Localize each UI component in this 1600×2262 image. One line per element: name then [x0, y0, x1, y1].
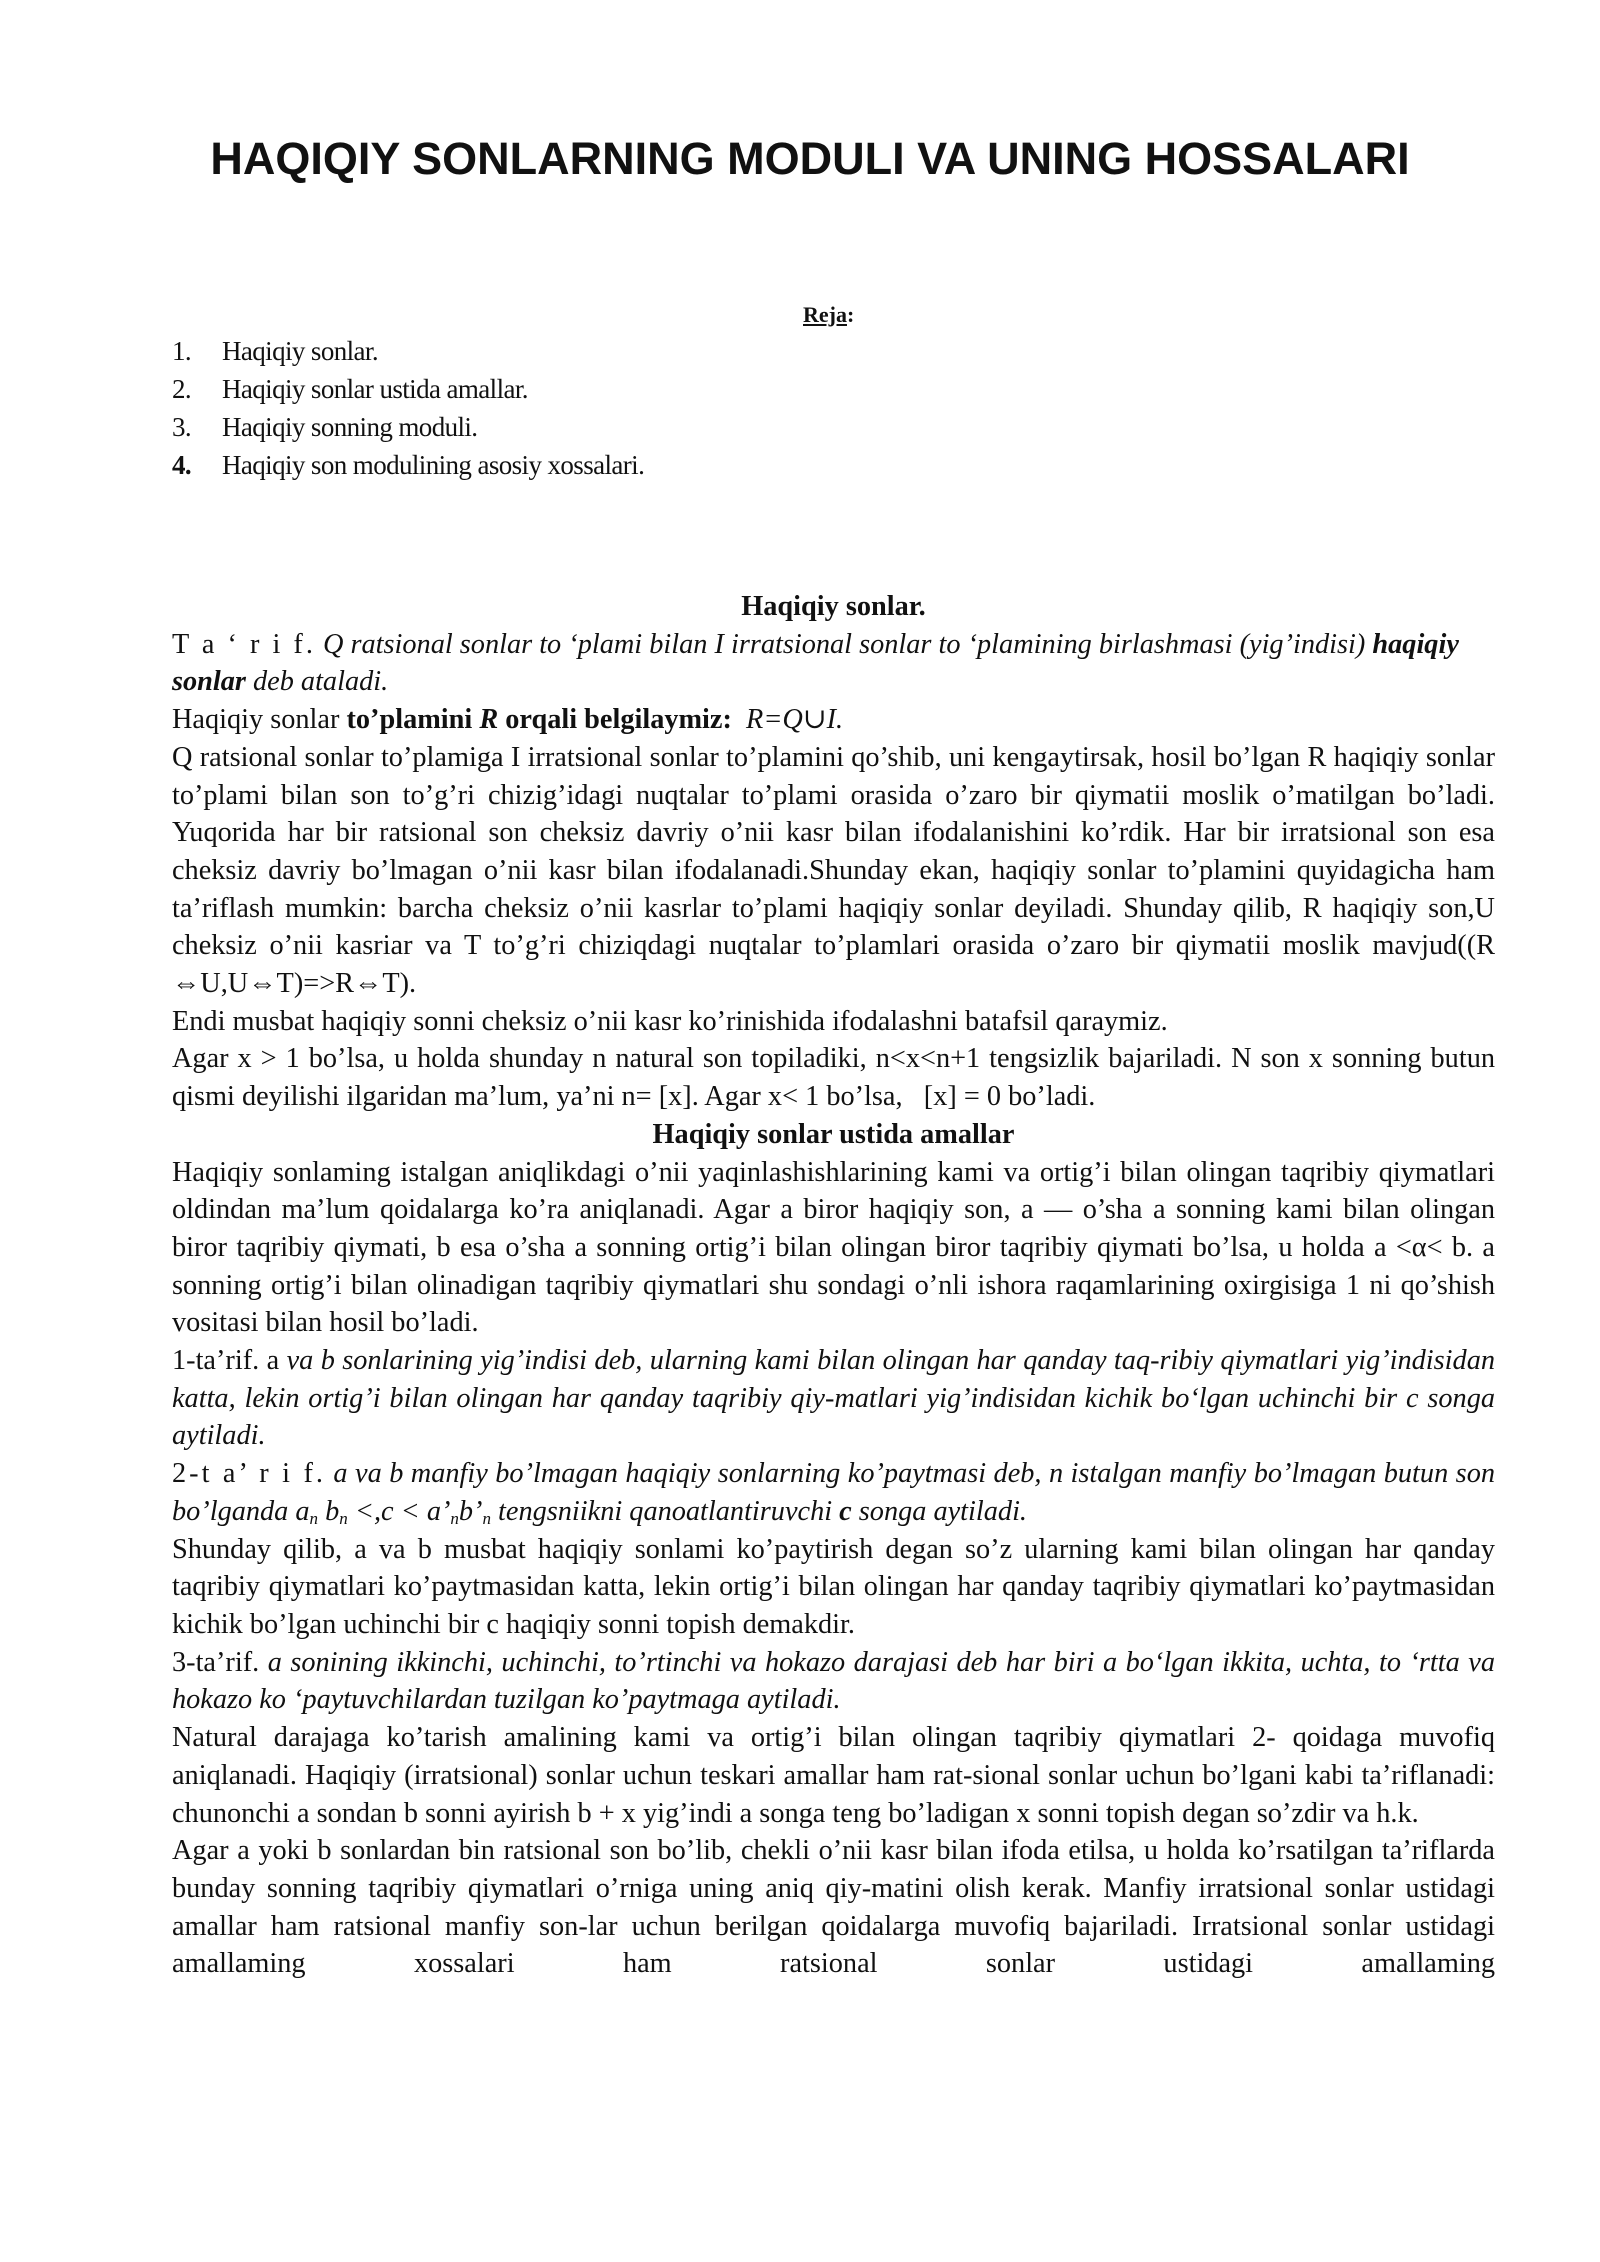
- definition-product: [172, 1455, 1495, 1530]
- plan-item-number: 1.: [172, 336, 192, 366]
- definition-term: haqiqiy sonlar: [172, 628, 1459, 698]
- definition-text: va b sonlarining yig’indisi deb, ularning kami bilan olingan har qanday taq-ribiy qiymatlari yig’indisidan katta, lekin ortig’i bilan olingan har qanday taqribiy qiy-matlari yig’indisidan kichik bo‘lgan uchinchi bir c songa aytiladi.: [172, 1345, 1495, 1452]
- plan-item-number: 3.: [172, 412, 192, 442]
- definition-text-part: b’: [458, 1495, 483, 1527]
- definition-text-part: b: [318, 1495, 340, 1527]
- plan-item-text: Haqiqiy sonning moduli.: [222, 412, 478, 442]
- plan-item: [172, 408, 644, 446]
- definition-sum: [172, 1342, 1495, 1455]
- definition-text: a sonining ikkinchi, uchinchi, to’rtinchi va hokazo darajasi deb har biri a bo‘lgan ikkita, uchta, to ‘rtta va hokazo ko ‘paytuvchilardan tuzilgan ko’paytmaga aytiladi.: [172, 1646, 1495, 1716]
- plan-item-number: 4.: [172, 450, 192, 480]
- notation-bold: to’plamini: [346, 704, 480, 736]
- definition-text-part: a va b manfiy bo’lmagan haqiqiy sonlarning ko’paytmasi deb, n istalgan manfiy bo’lmagan butun son bo’lganda a: [172, 1458, 1495, 1527]
- definition-label: 1-ta’rif. a: [172, 1345, 280, 1377]
- definition-label: 3-ta’rif.: [172, 1646, 260, 1678]
- subscript-n: n: [450, 1508, 459, 1528]
- paragraph: Natural darajaga ko’tarish amalining kami va ortig’i bilan olingan taqribiy qiymatlari 2- qoidaga muvofiq aniqlanadi. Haqiqiy (irratsional) sonlar uchun teskari amallar ham rat-sional sonlar uchun bo’lgani kabi ta’riflanadi: chunonchi a sondan b sonni ayirish b + x yig’indi a songa teng bo’ladigan x sonni topish degan so’zdir va h.k.: [172, 1722, 1495, 1829]
- plan-item-text: Haqiqiy sonlar ustida amallar.: [222, 374, 528, 404]
- paragraph: Haqiqiy sonlaming istalgan aniqlikdagi o’nii yaqinlashishlarining kami va ortig’i bilan olingan taqribiy qiymatlari oldindan ma’lum qoidalarga ko’ra aniqlanadi. Agar a biror haqiqiy son, a — o’sha a sonning kami bilan olingan biror taqribiy qiymati, b esa o’sha a sonning ortig’i bilan olingan biror taqribiy qiymati bo’lsa, u holda a <α< b. a sonning ortig’i bilan olinadigan taqribiy qiymatlari shu sondagi o’nli ishora raqamlarining oxirgisiga 1 ni qo’shish vositasi bilan hosil bo’ladi.: [172, 1156, 1495, 1339]
- definition-real-numbers: [172, 626, 1495, 701]
- plan-item: [172, 446, 644, 484]
- definition-text: [172, 1458, 1495, 1527]
- notation-text: Haqiqiy sonlar: [172, 704, 347, 736]
- section-heading-operations: Haqiqiy sonlar ustida amallar: [652, 1118, 1015, 1150]
- definition-text-part: tengsniikni qanoatlantiruvchi: [490, 1495, 840, 1527]
- document-body: [172, 588, 1503, 1983]
- page-title: HAQIQIY SONLARNING MODULI VA UNING HOSSALARI: [210, 133, 1410, 184]
- definition-label: 2-t a’ r i f.: [172, 1458, 326, 1490]
- notation-line: [172, 701, 1495, 739]
- definition-text-end: deb ataladi.: [245, 666, 389, 698]
- plan-list: [172, 332, 644, 484]
- paragraph: Agar a yoki b sonlardan bin ratsional son bo’lib, chekli o’nii kasr bilan ifoda etilsa, u holda ko’rsatilgan ta’riflarda bunday sonning taqribiy qiymatlari o’rniga uning aniq qiy-matini olish kerak. Manfiy irratsional sonlar ustidagi amallar ham ratsional manfiy son-lar uchun berilgan qoidalarga muvofiq bajariladi. Irratsional sonlar ustidagi amallaming xossalari ham ratsional sonlar ustidagi amallaming: [172, 1835, 1495, 1980]
- subscript-n: n: [309, 1508, 319, 1528]
- paragraph: Q ratsional sonlar to’plamiga I irratsional sonlar to’plamini qo’shib, uni kengaytirsak, hosil bo’lgan R haqiqiy sonlar to’plami bilan son to’g’ri chizig’idagi nuqtalar to’plami orasida o’zaro bir qiymatii moslik o’matilgan bo’ladi. Yuqorida har bir ratsional son cheksiz davriy o’nii kasr bilan ifodalanishini ko’rdik. Har bir irratsional son esa cheksiz davriy bo’lmagan o’nii kasr bilan ifodalanadi.Shunday ekan, haqiqiy sonlar to’plamini quyidagicha ham ta’riflash mumkin: barcha cheksiz o’nii kasrlar to’plami haqiqiy sonlar deyiladi. Shunday qilib, R haqiqiy son,U cheksiz o’nii kasriar va T to’g’ri chiziqdagi nuqtalar to’plamlari orasida o’zaro bir qiymatii moslik mavjud((R ⇔U,U⇔T)=>R⇔T).: [172, 741, 1495, 1000]
- plan-heading-colon: :: [846, 302, 855, 327]
- notation-formula: R=Q∪I.: [731, 704, 844, 736]
- definition-text-part: <,c < a’: [347, 1495, 451, 1527]
- notation-bold-end: orqali belgilaymiz:: [498, 704, 732, 736]
- paragraph: Agar x > 1 bo’lsa, u holda shunday n natural son topiladiki, n<x<n+1 tengsizlik bajariladi. N son x sonning butun qismi deyilishi ilgaridan ma’lum, ya’ni n= [x]. Agar x< 1 bo’lsa, [x] = 0 bo’ladi.: [172, 1043, 1503, 1113]
- definition-label: T a ‘ r i f.: [172, 628, 316, 660]
- definition-term: c: [839, 1495, 852, 1527]
- paragraph: Shunday qilib, a va b musbat haqiqiy sonlami ko’paytirish degan so’z ularning kami bilan olingan har qanday taqribiy qiymatlari ko’paytmasidan katta, lekin ortig’i bilan olingan har qanday taqribiy qiymatlari ko’paytmasidan kichik bo’lgan uchinchi bir c haqiqiy sonni topish demakdir.: [172, 1533, 1495, 1640]
- notation-symbol: R: [479, 704, 499, 736]
- definition-text-part: songa aytiladi.: [851, 1495, 1027, 1527]
- plan-item-number: 2.: [172, 374, 192, 404]
- subscript-n: n: [482, 1508, 491, 1528]
- plan-item: [172, 370, 644, 408]
- plan-item-text: Haqiqiy sonlar.: [222, 336, 378, 366]
- plan-item-text: Haqiqiy son modulining asosiy xossalari.: [222, 450, 645, 480]
- section-heading-real-numbers: Haqiqiy sonlar.: [741, 591, 926, 622]
- plan-heading: [803, 302, 854, 328]
- subscript-n: n: [339, 1508, 348, 1528]
- definition-text: Q ratsional sonlar to ‘plami bilan I irratsional sonlar to ‘plamining birlashmasi (yig’indisi): [315, 628, 1373, 660]
- plan-item: [172, 332, 644, 370]
- paragraph: Endi musbat haqiqiy sonni cheksiz o’nii kasr ko’rinishida ifodalashni batafsil qaraymiz.: [172, 1005, 1168, 1037]
- plan-heading-text: Reja: [803, 302, 847, 327]
- definition-power: [172, 1644, 1495, 1719]
